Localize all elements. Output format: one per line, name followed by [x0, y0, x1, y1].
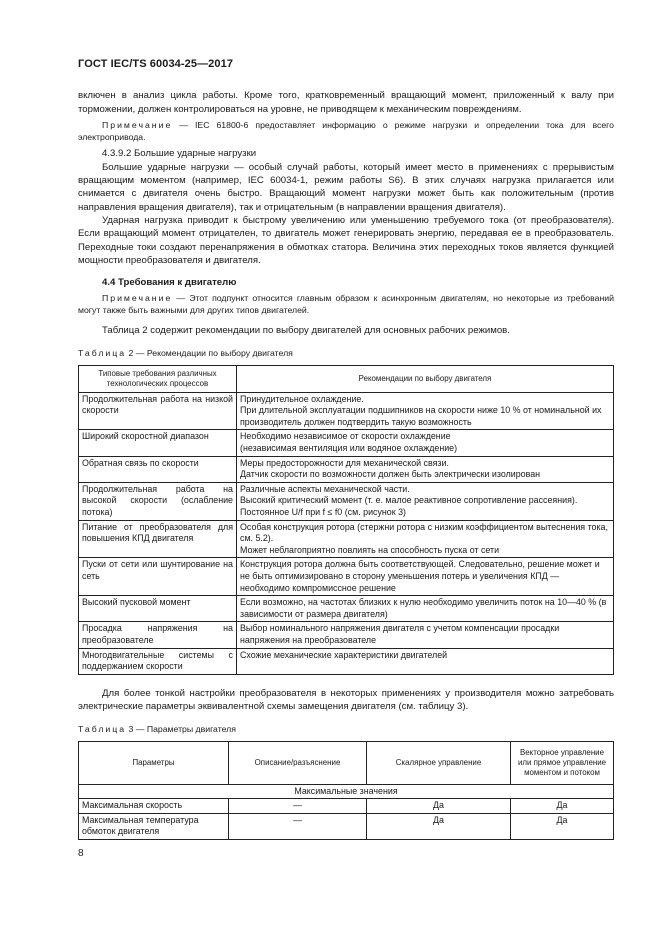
table3-col-description: Описание/разъяснение	[229, 741, 367, 784]
recommendation-line: Постоянное U/f при f ≤ f0 (см. рисунок 3)	[240, 506, 406, 517]
table3-col-scalar: Скалярное управление	[367, 741, 511, 784]
table3-caption-label: Таблица	[78, 724, 127, 735]
recommendation-line: Принудительное охлаждение.	[240, 393, 364, 404]
table2-row	[79, 596, 614, 622]
table3-body	[79, 799, 614, 840]
table2-row	[79, 392, 614, 430]
table2-recommendation-cell	[237, 648, 614, 674]
table2-recommendation-cell	[237, 558, 614, 596]
table2-caption	[78, 347, 614, 360]
note-text: — IEC 61800-6 предоставляет информацию о режиме нагрузки и определении тока для всего электропривода.	[78, 119, 614, 142]
table3-caption-text: 3 — Параметры двигателя	[126, 724, 236, 735]
table2-requirement-cell: Просадка напряжения на преобразователе	[79, 622, 237, 648]
table2-requirement-cell: Питание от преобразователя для повышения КПД двигателя	[79, 520, 237, 558]
table3-scalar-cell: Да	[367, 799, 511, 814]
section-4-3-9-2-heading: 4.3.9.2 Большие ударные нагрузки	[102, 148, 257, 160]
recommendation-line: Выбор номинального напряжения двигателя с учетом компенсации просадки напряжения на преобразователе	[240, 623, 560, 645]
table2-requirement-cell: Пуски от сети или шунтирование на сеть	[79, 558, 237, 596]
recommendation-line: (независимая вентиляция или водяное охлаждение)	[240, 443, 458, 454]
section-4-4-heading: 4.4 Требования к двигателю	[102, 277, 237, 289]
paragraph-transient-currents: Ударная нагрузка приводит к быстрому увеличению или уменьшению требуемого тока (от преобразователя). Если вращающий момент отрицателен, то двигатель может генерировать энергию, передавая ее в преобразователь. Переходные токи создают перенапряжения в обмотках статора. Величина этих переходных токов является функцией мощности преобразователя и двигателя.	[78, 214, 614, 266]
table3-col-parameters: Параметры	[79, 741, 229, 784]
table2-col-requirements: Типовые требования различных технологических процессов	[79, 365, 237, 392]
paragraph-shock-loads: Большие ударные нагрузки — особый случай работы, который имеет место в применениях с прерывистым вращающим моментом (например, IEC 60034-1, режим работы S6). В этих случаях нагрузка прилагается или снимается с двигателя очень быстро. Вращающий момент нагрузки может быть как положительным (против направления вращения двигателя), так и отрицательным (в направлении вращения двигателя).	[78, 161, 614, 213]
table3-row	[79, 813, 614, 839]
table2-requirement-cell: Высокий пусковой момент	[79, 596, 237, 622]
table2-requirement-cell: Продолжительная работа на высокой скорости (ослабление потока)	[79, 482, 237, 520]
table3-param-cell: Максимальная температура обмоток двигателя	[79, 813, 229, 839]
table2-header-row	[79, 365, 614, 392]
table3-caption	[78, 723, 614, 736]
recommendation-line: Конструкция ротора должна быть соответствующей. Следовательно, решение может и не быть оптимизировано в сторону уменьшения потерь и увеличения КПД — необходимо компромиссное решение	[240, 559, 600, 593]
table2-row	[79, 482, 614, 520]
table2-col-recommendations: Рекомендации по выбору двигателя	[237, 365, 614, 392]
table2-caption-text: 2 — Рекомендации по выбору двигателя	[126, 348, 293, 359]
recommendation-line: Различные аспекты механической части.	[240, 483, 410, 494]
table2-requirement-cell: Обратная связь по скорости	[79, 456, 237, 482]
note-label: Примечание	[102, 119, 173, 130]
table2-body	[79, 392, 614, 674]
table2-requirement-cell: Продолжительная работа на низкой скорости	[79, 392, 237, 430]
recommendation-line: Особая конструкция ротора (стержни ротора с низким коэффициентом вытеснения тока, см. 5.2).	[240, 521, 608, 544]
table3-section-max-values: Максимальные значения	[79, 784, 614, 799]
table2-row	[79, 648, 614, 674]
recommendation-line: Высокий критический момент (т. е. малое реактивное сопротивление рассеяния).	[240, 495, 578, 506]
recommendation-line: При длительной эксплуатации подшипников на скорости ниже 10 % от номинальной их производитель должен подтвердить такую возможность	[240, 405, 602, 427]
table2-recommendation-cell	[237, 520, 614, 558]
note-async-motors	[78, 293, 614, 317]
recommendation-line: Схожие механические характеристики двигателей	[240, 649, 448, 660]
table2-recommendation-cell	[237, 622, 614, 648]
table2-recommendation-cell	[237, 456, 614, 482]
recommendation-line: Датчик скорости по возможности должен быть электрически изолирован	[240, 469, 541, 480]
table2-recommendation-cell	[237, 596, 614, 622]
paragraph-cycle: включен в анализ цикла работы. Кроме того, кратковременный вращающий момент, приложенный к валу при торможении, должен контролироваться на уровне, не приводящем к механическим повреждениям.	[78, 90, 614, 115]
table3-vector-cell: Да	[511, 813, 614, 839]
table3-section-row	[79, 784, 614, 799]
paragraph-table2-intro: Таблица 2 содержит рекомендации по выбору двигателей для основных рабочих режимов.	[102, 325, 510, 337]
table3-desc-cell: —	[229, 813, 367, 839]
recommendation-line: Меры предосторожности для механической связи.	[240, 457, 449, 468]
table3-desc-cell: —	[229, 799, 367, 814]
table3-scalar-cell: Да	[367, 813, 511, 839]
table2-row	[79, 520, 614, 558]
table3-vector-cell: Да	[511, 799, 614, 814]
table2-recommendation-cell	[237, 392, 614, 430]
note-label: Примечание	[102, 293, 173, 304]
table3-col-vector: Векторное управление или прямое управление моментом и потоком	[511, 741, 614, 784]
table2-row	[79, 456, 614, 482]
table-motor-parameters	[78, 741, 614, 840]
table3-header-row	[79, 741, 614, 784]
table2-requirement-cell: Многодвигательные системы с поддержанием скорости	[79, 648, 237, 674]
table3-row	[79, 799, 614, 814]
table2-row	[79, 430, 614, 456]
table-motor-selection	[78, 365, 614, 675]
note-text: — Этот подпункт относится главным образом к асинхронным двигателям, но некоторые из требований могут также быть важными для других типов двигателей.	[78, 293, 614, 316]
table2-requirement-cell: Широкий скоростной диапазон	[79, 430, 237, 456]
table2-caption-label: Таблица	[78, 348, 127, 359]
paragraph-table3-intro: Для более тонкой настройки преобразователя в некоторых применениях у производителя можно затребовать электрические параметры эквивалентной схемы замещения двигателя (см. таблицу 3).	[78, 687, 614, 712]
table2-recommendation-cell	[237, 482, 614, 520]
note-iec61800	[78, 120, 614, 144]
recommendation-line: Необходимо независимое от скорости охлаждение	[240, 431, 451, 442]
recommendation-line: Может неблагоприятно повлиять на способность пуска от сети	[240, 544, 500, 555]
recommendation-line: Если возможно, на частотах близких к нулю необходимо увеличить поток на 10—40 % (в зависимости от размера двигателя)	[240, 597, 607, 619]
table2-recommendation-cell	[237, 430, 614, 456]
document-page	[78, 58, 614, 840]
standard-header: ГОСТ IEC/TS 60034-25—2017	[78, 58, 234, 70]
table2-row	[79, 558, 614, 596]
table3-param-cell: Максимальная скорость	[79, 799, 229, 814]
page-number: 8	[78, 848, 84, 859]
table2-row	[79, 622, 614, 648]
